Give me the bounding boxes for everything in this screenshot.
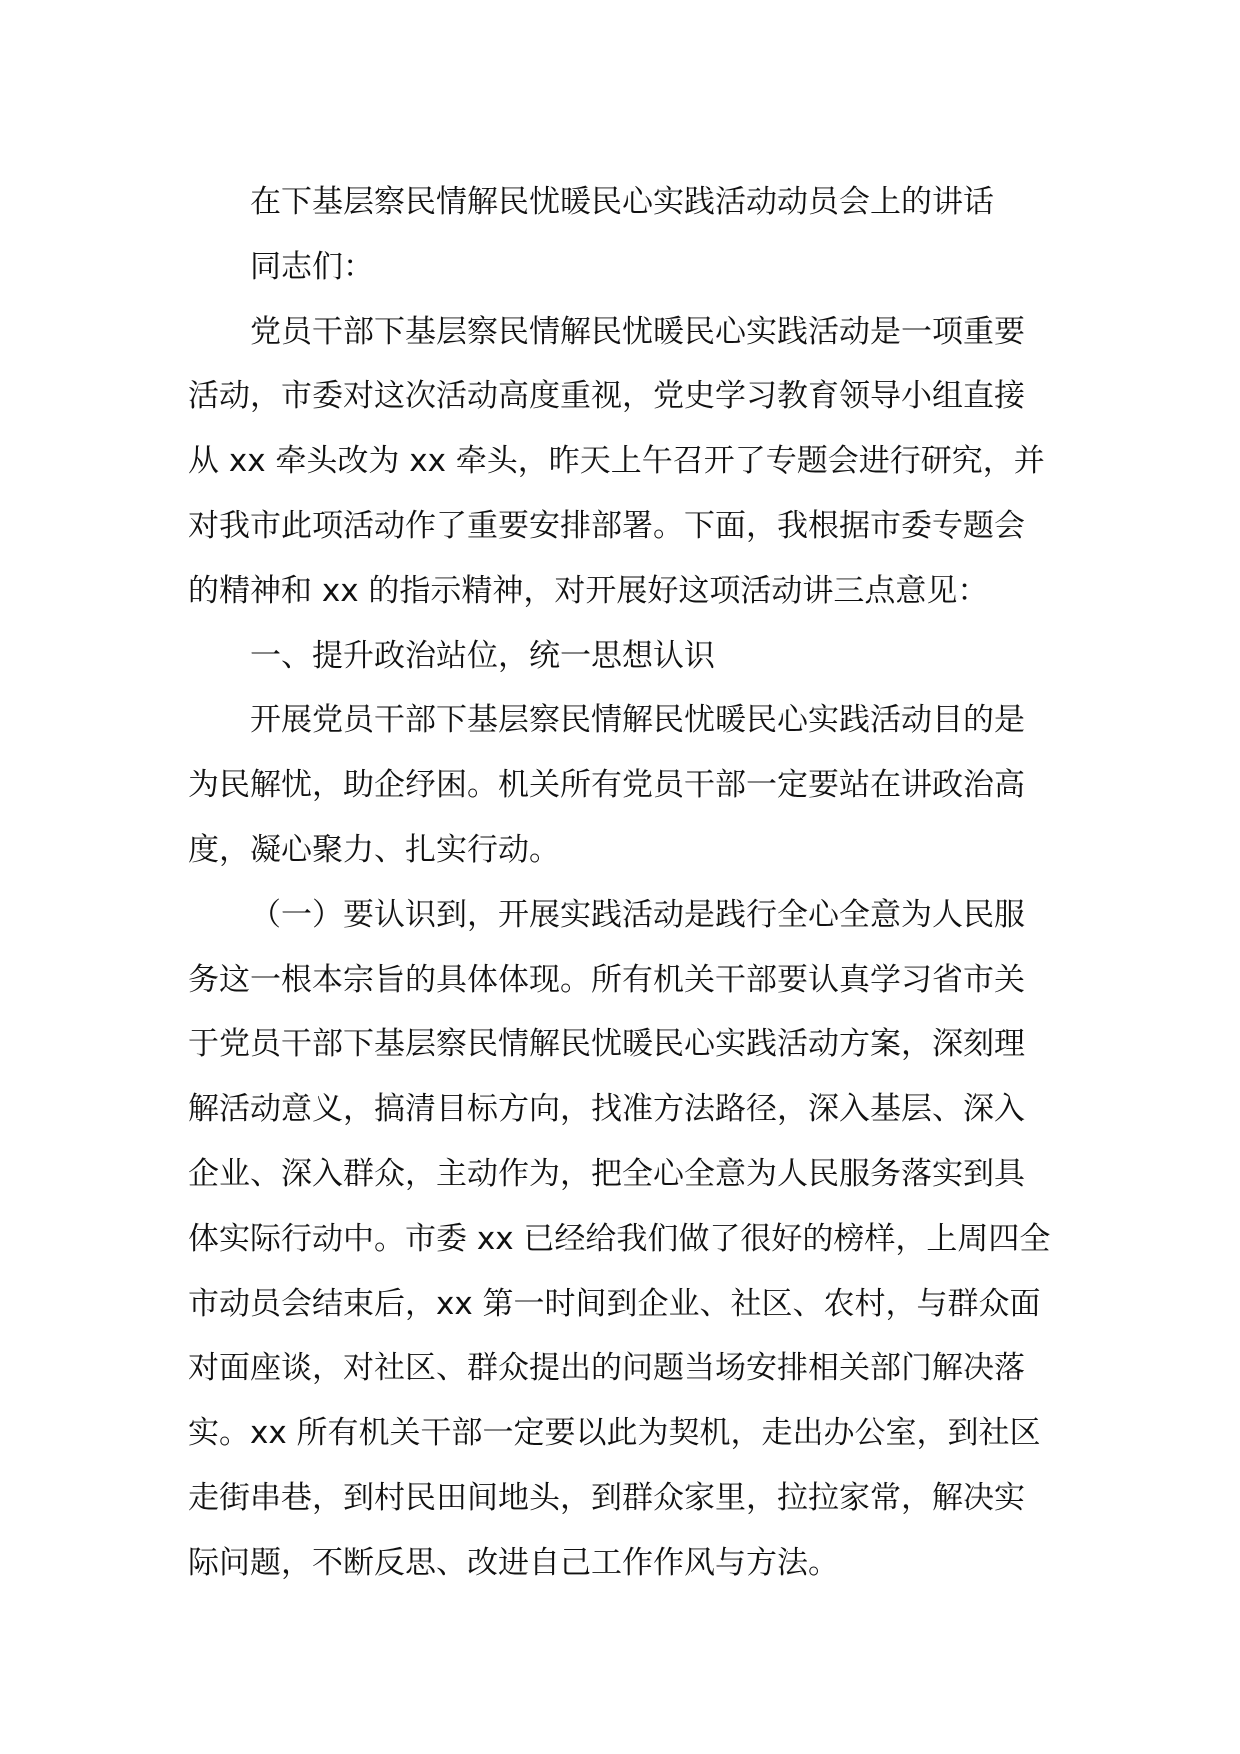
paragraph-line: 度，凝心聚力、扎实行动。 [188,831,560,868]
paragraph-line: 对我市此项活动作了重要安排部署。下面，我根据市委专题会 [188,507,1025,544]
paragraph-line: 务这一根本宗旨的具体体现。所有机关干部要认真学习省市关 [188,961,1025,998]
paragraph-line: 开展党员干部下基层察民情解民忧暖民心实践活动目的是 [250,702,1025,739]
paragraph-line: 从 xx 牵头改为 xx 牵头，昨天上午召开了专题会进行研究，并 [188,443,1045,480]
salutation: 同志们： [250,248,374,285]
document-body [188,170,1058,1596]
paragraph-line: 对面座谈，对社区、群众提出的问题当场安排相关部门解决落 [188,1350,1025,1387]
paragraph-3 [188,883,1058,1596]
paragraph-line: 于党员干部下基层察民情解民忧暖民心实践活动方案，深刻理 [188,1026,1025,1063]
paragraph-line: 实。xx 所有机关干部一定要以此为契机，走出办公室，到社区 [188,1415,1041,1452]
paragraph-line: 解活动意义，搞清目标方向，找准方法路径，深入基层、深入 [188,1091,1025,1128]
section-heading: 一、提升政治站位，统一思想认识 [250,637,715,674]
paragraph-line: （一）要认识到，开展实践活动是践行全心全意为人民服 [250,896,1025,933]
section-heading-1 [188,624,1058,689]
paragraph-line: 市动员会结束后，xx 第一时间到企业、社区、农村，与群众面 [188,1285,1041,1322]
paragraph-line: 党员干部下基层察民情解民忧暖民心实践活动是一项重要 [250,313,1025,350]
paragraph-line: 的精神和 xx 的指示精神，对开展好这项活动讲三点意见： [188,572,989,609]
document-title: 在下基层察民情解民忧暖民心实践活动动员会上的讲话 [250,184,994,220]
paragraph-line: 走街串巷，到村民田间地头，到群众家里，拉拉家常，解决实 [188,1479,1025,1516]
paragraph-2 [188,688,1058,882]
paragraph-1 [188,300,1058,624]
paragraph-line: 际问题，不断反思、改进自己工作作风与方法。 [188,1544,839,1581]
paragraph-line: 活动，市委对这次活动高度重视，党史学习教育领导小组直接 [188,378,1025,415]
paragraph-line: 为民解忧，助企纾困。机关所有党员干部一定要站在讲政治高 [188,767,1025,804]
paragraph-line: 体实际行动中。市委 xx 已经给我们做了很好的榜样，上周四全 [188,1220,1051,1257]
paragraph-line: 企业、深入群众，主动作为，把全心全意为人民服务落实到具 [188,1155,1025,1192]
